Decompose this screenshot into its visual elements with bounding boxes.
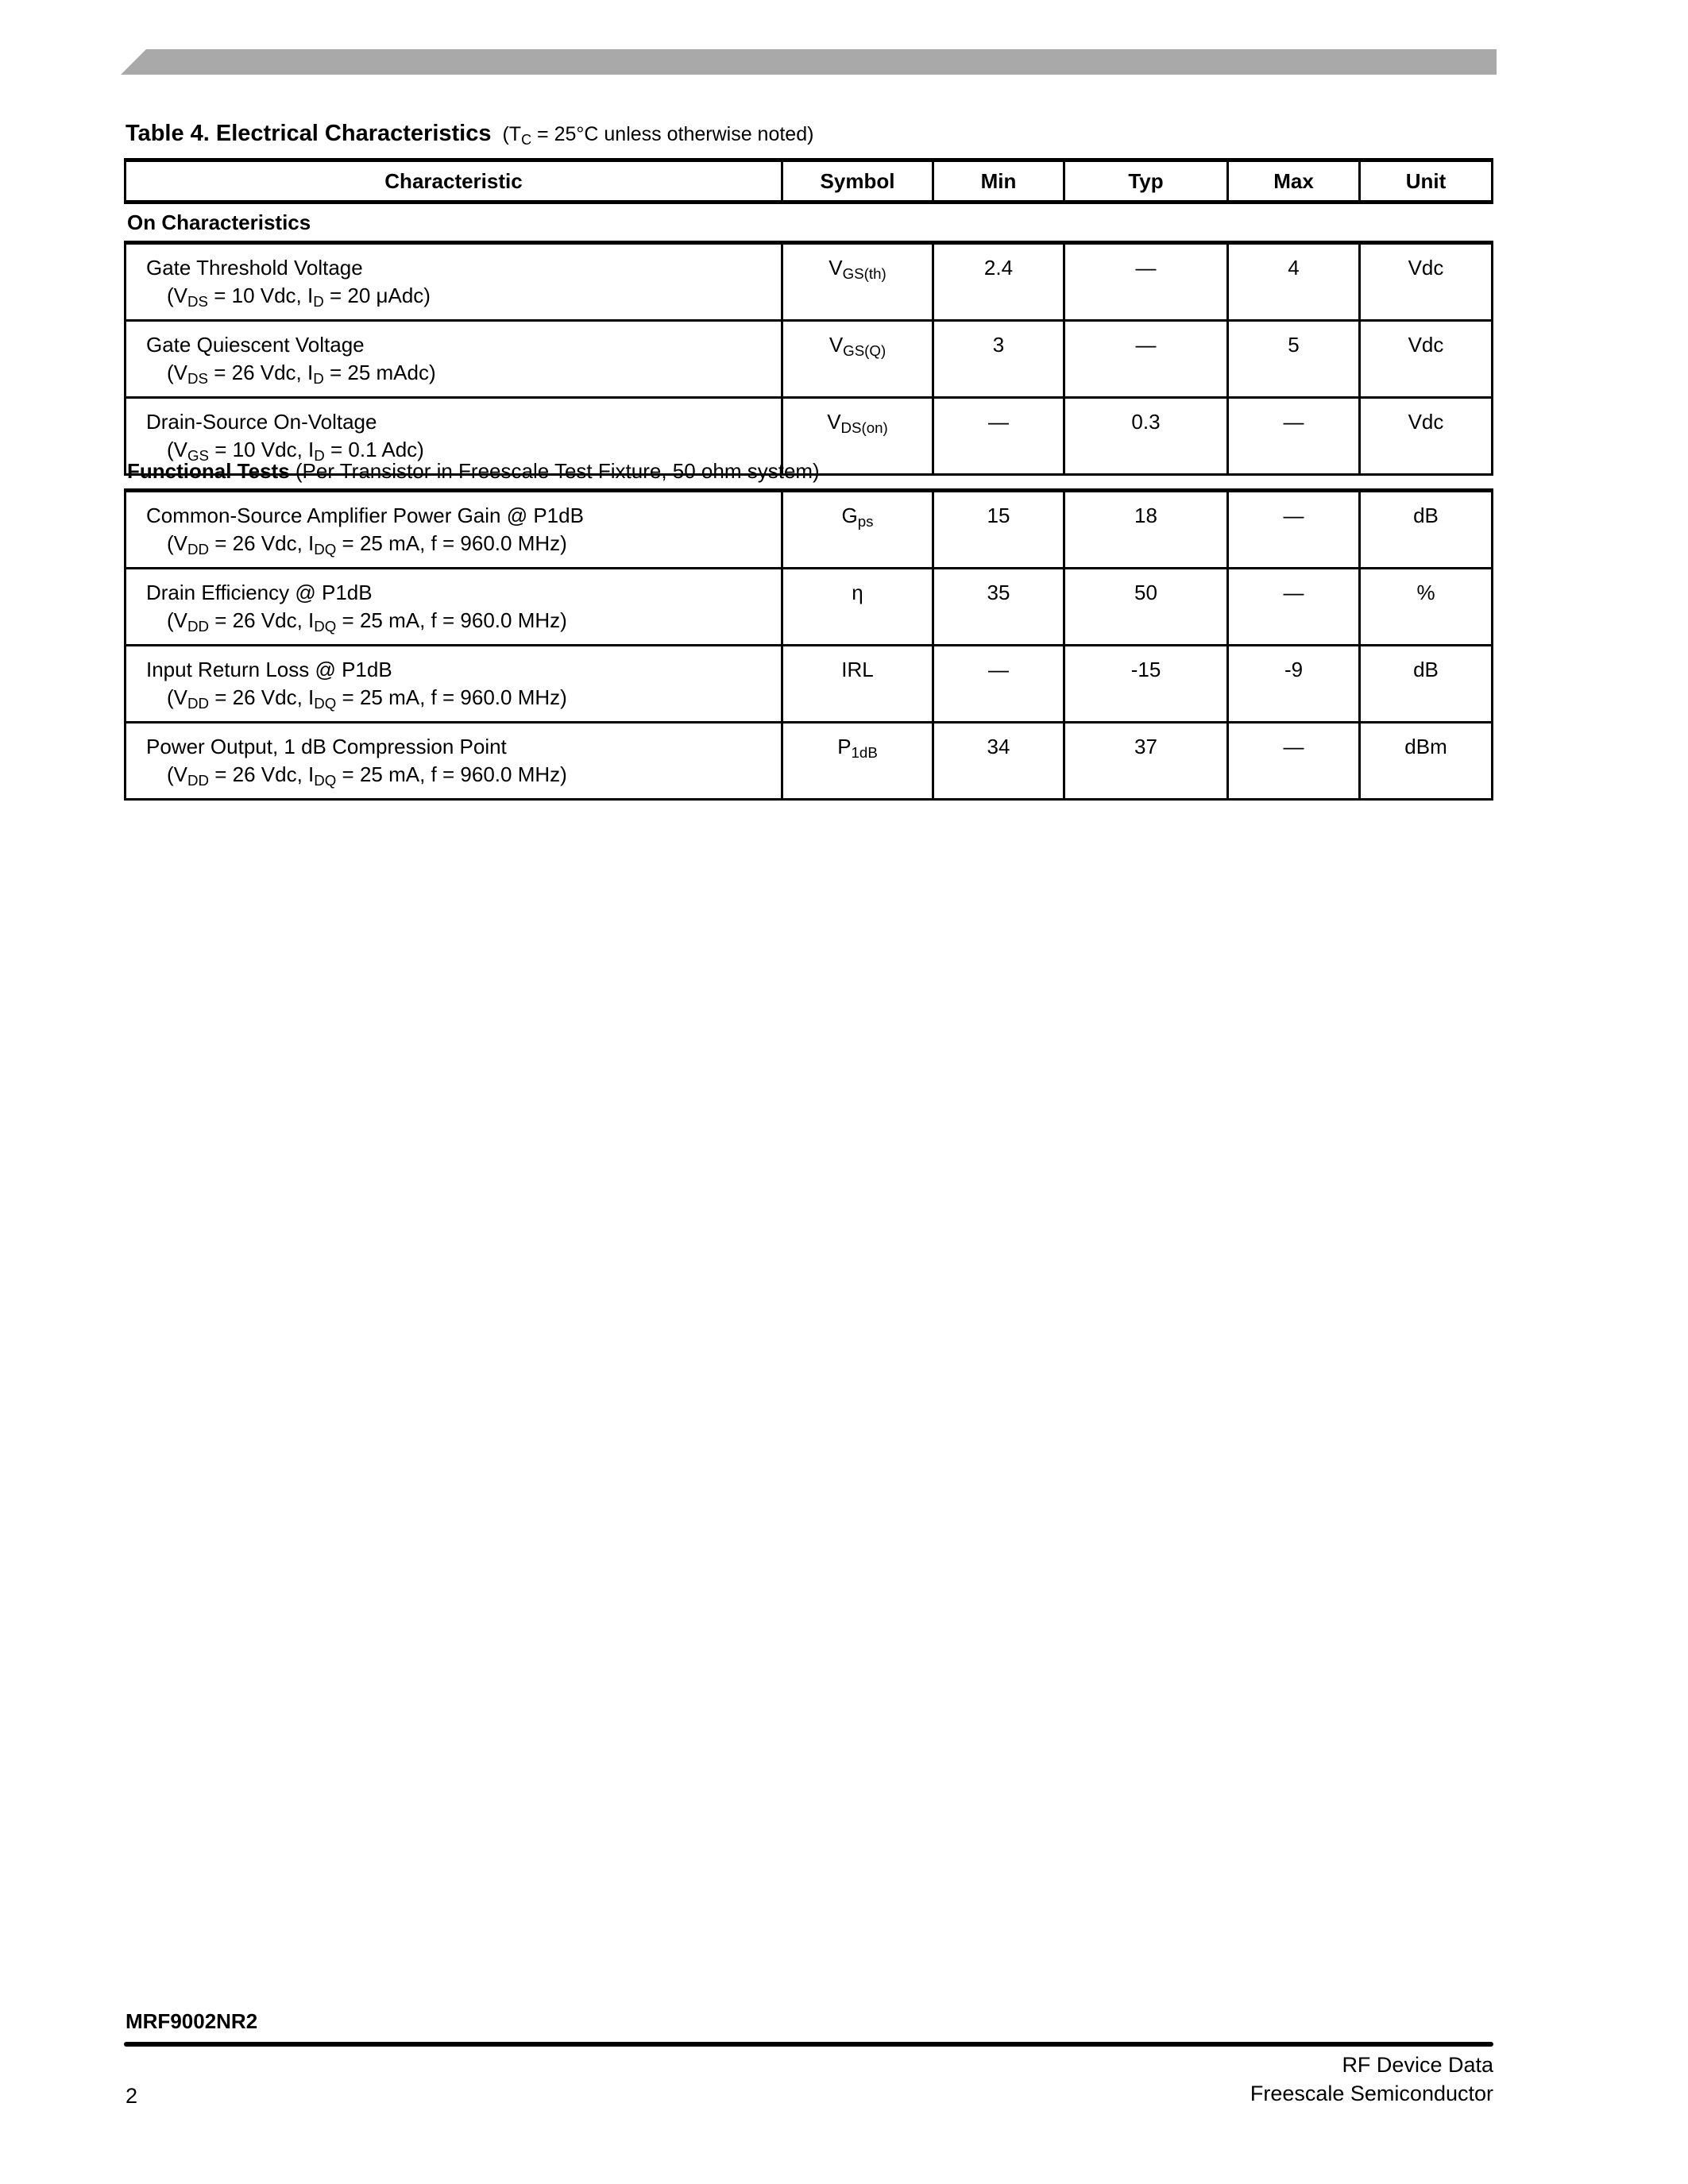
footer-company: Freescale Semiconductor — [1250, 2082, 1493, 2105]
min-cell: 3 — [933, 321, 1064, 398]
footer-divider — [124, 2042, 1493, 2047]
footer-page-number: 2 — [126, 2084, 138, 2108]
table-row — [126, 646, 1493, 723]
min-cell: 15 — [933, 491, 1064, 569]
symbol-cell: $V_{GS(th)}$ — [782, 243, 933, 321]
table-row — [126, 723, 1493, 800]
max-cell: — — [1228, 723, 1360, 800]
characteristic-name: Common-Source Amplifier Power Gain @ P1dB — [146, 504, 584, 527]
column-header-symbol: Symbol — [782, 160, 933, 203]
max-cell: -9 — [1228, 646, 1360, 723]
characteristic-cell — [126, 321, 782, 398]
test-condition: ($V_{DD} = 26$ Vdc, $I_{DQ} = 25$ mA, f = 960.0 MHz) — [167, 608, 567, 635]
min-cell: 35 — [933, 569, 1064, 646]
table-title-text: Table 4. Electrical Characteristics — [126, 121, 492, 146]
max-cell: — — [1228, 569, 1360, 646]
characteristic-cell — [126, 723, 782, 800]
symbol-cell: IRL — [782, 646, 933, 723]
table-row — [126, 569, 1493, 646]
typ-cell: 0.3 — [1064, 398, 1228, 475]
max-cell: 5 — [1228, 321, 1360, 398]
characteristic-name: Gate Threshold Voltage — [146, 256, 363, 280]
section-title-on-characteristics: On Characteristics — [127, 210, 311, 234]
characteristic-name: Drain-Source On-Voltage — [146, 410, 377, 434]
table-row — [126, 243, 1493, 321]
table-row — [126, 321, 1493, 398]
characteristic-cell — [126, 646, 782, 723]
test-condition: ($V_{GS} = 10$ Vdc, $I_D = 0.1$ Adc) — [167, 438, 424, 465]
typ-cell: 37 — [1064, 723, 1228, 800]
characteristic-name: Input Return Loss @ P1dB — [146, 658, 392, 681]
unit-cell: % — [1360, 569, 1493, 646]
characteristic-cell — [126, 569, 782, 646]
test-condition: ($V_{DD} = 26$ Vdc, $I_{DQ} = 25$ mA, f = 960.0 MHz) — [167, 531, 567, 558]
unit-cell: dB — [1360, 491, 1493, 569]
min-cell: — — [933, 398, 1064, 475]
min-cell: 34 — [933, 723, 1064, 800]
table-title — [126, 121, 813, 147]
characteristic-name: Power Output, 1 dB Compression Point — [146, 735, 507, 758]
symbol-cell: $V_{GS(Q)}$ — [782, 321, 933, 398]
typ-cell: -15 — [1064, 646, 1228, 723]
unit-cell: Vdc — [1360, 243, 1493, 321]
footer-rf-device-data: RF Device Data — [1342, 2053, 1493, 2077]
section-table-on-characteristics — [124, 241, 1493, 476]
column-header-unit: Unit — [1360, 160, 1493, 203]
characteristic-name: Drain Efficiency @ P1dB — [146, 581, 373, 604]
table-title-condition: ($T_C = 25^\circ C$ unless otherwise noted) — [502, 123, 814, 149]
typ-cell: — — [1064, 321, 1228, 398]
characteristic-cell — [126, 491, 782, 569]
symbol-cell: $P_{1dB}$ — [782, 723, 933, 800]
column-header-max: Max — [1228, 160, 1360, 203]
unit-cell: dBm — [1360, 723, 1493, 800]
characteristic-cell — [126, 243, 782, 321]
column-header-typ: Typ — [1064, 160, 1228, 203]
max-cell: — — [1228, 491, 1360, 569]
test-condition: ($V_{DD} = 26$ Vdc, $I_{DQ} = 25$ mA, f = 960.0 MHz) — [167, 762, 567, 789]
symbol-cell: $V_{DS(on)}$ — [782, 398, 933, 475]
table-row — [126, 491, 1493, 569]
typ-cell: 18 — [1064, 491, 1228, 569]
unit-cell: dB — [1360, 646, 1493, 723]
section-table-functional-tests — [124, 488, 1493, 801]
unit-cell: Vdc — [1360, 398, 1493, 475]
max-cell: — — [1228, 398, 1360, 475]
typ-cell: — — [1064, 243, 1228, 321]
footer-part-number: MRF9002NR2 — [126, 2009, 258, 2033]
max-cell: 4 — [1228, 243, 1360, 321]
column-header-min: Min — [933, 160, 1064, 203]
symbol-cell: η — [782, 569, 933, 646]
test-condition: ($V_{DD} = 26$ Vdc, $I_{DQ} = 25$ mA, f = 960.0 MHz) — [167, 685, 567, 712]
characteristic-name: Gate Quiescent Voltage — [146, 333, 365, 357]
symbol-cell: $G_{ps}$ — [782, 491, 933, 569]
min-cell: — — [933, 646, 1064, 723]
section-title-functional-tests: Functional Tests (Per Transistor in Freescale Test Fixture, 50 ohm system) — [127, 459, 820, 483]
test-condition: ($V_{DS} = 26$ Vdc, $I_D = 25$ mAdc) — [167, 361, 436, 388]
table-header — [124, 158, 1493, 204]
min-cell: 2.4 — [933, 243, 1064, 321]
header-bar — [121, 49, 1497, 75]
unit-cell: Vdc — [1360, 321, 1493, 398]
test-condition: ($V_{DS} = 10$ Vdc, $I_D = 20$ μAdc) — [167, 284, 431, 311]
column-header-characteristic: Characteristic — [126, 160, 782, 203]
typ-cell: 50 — [1064, 569, 1228, 646]
